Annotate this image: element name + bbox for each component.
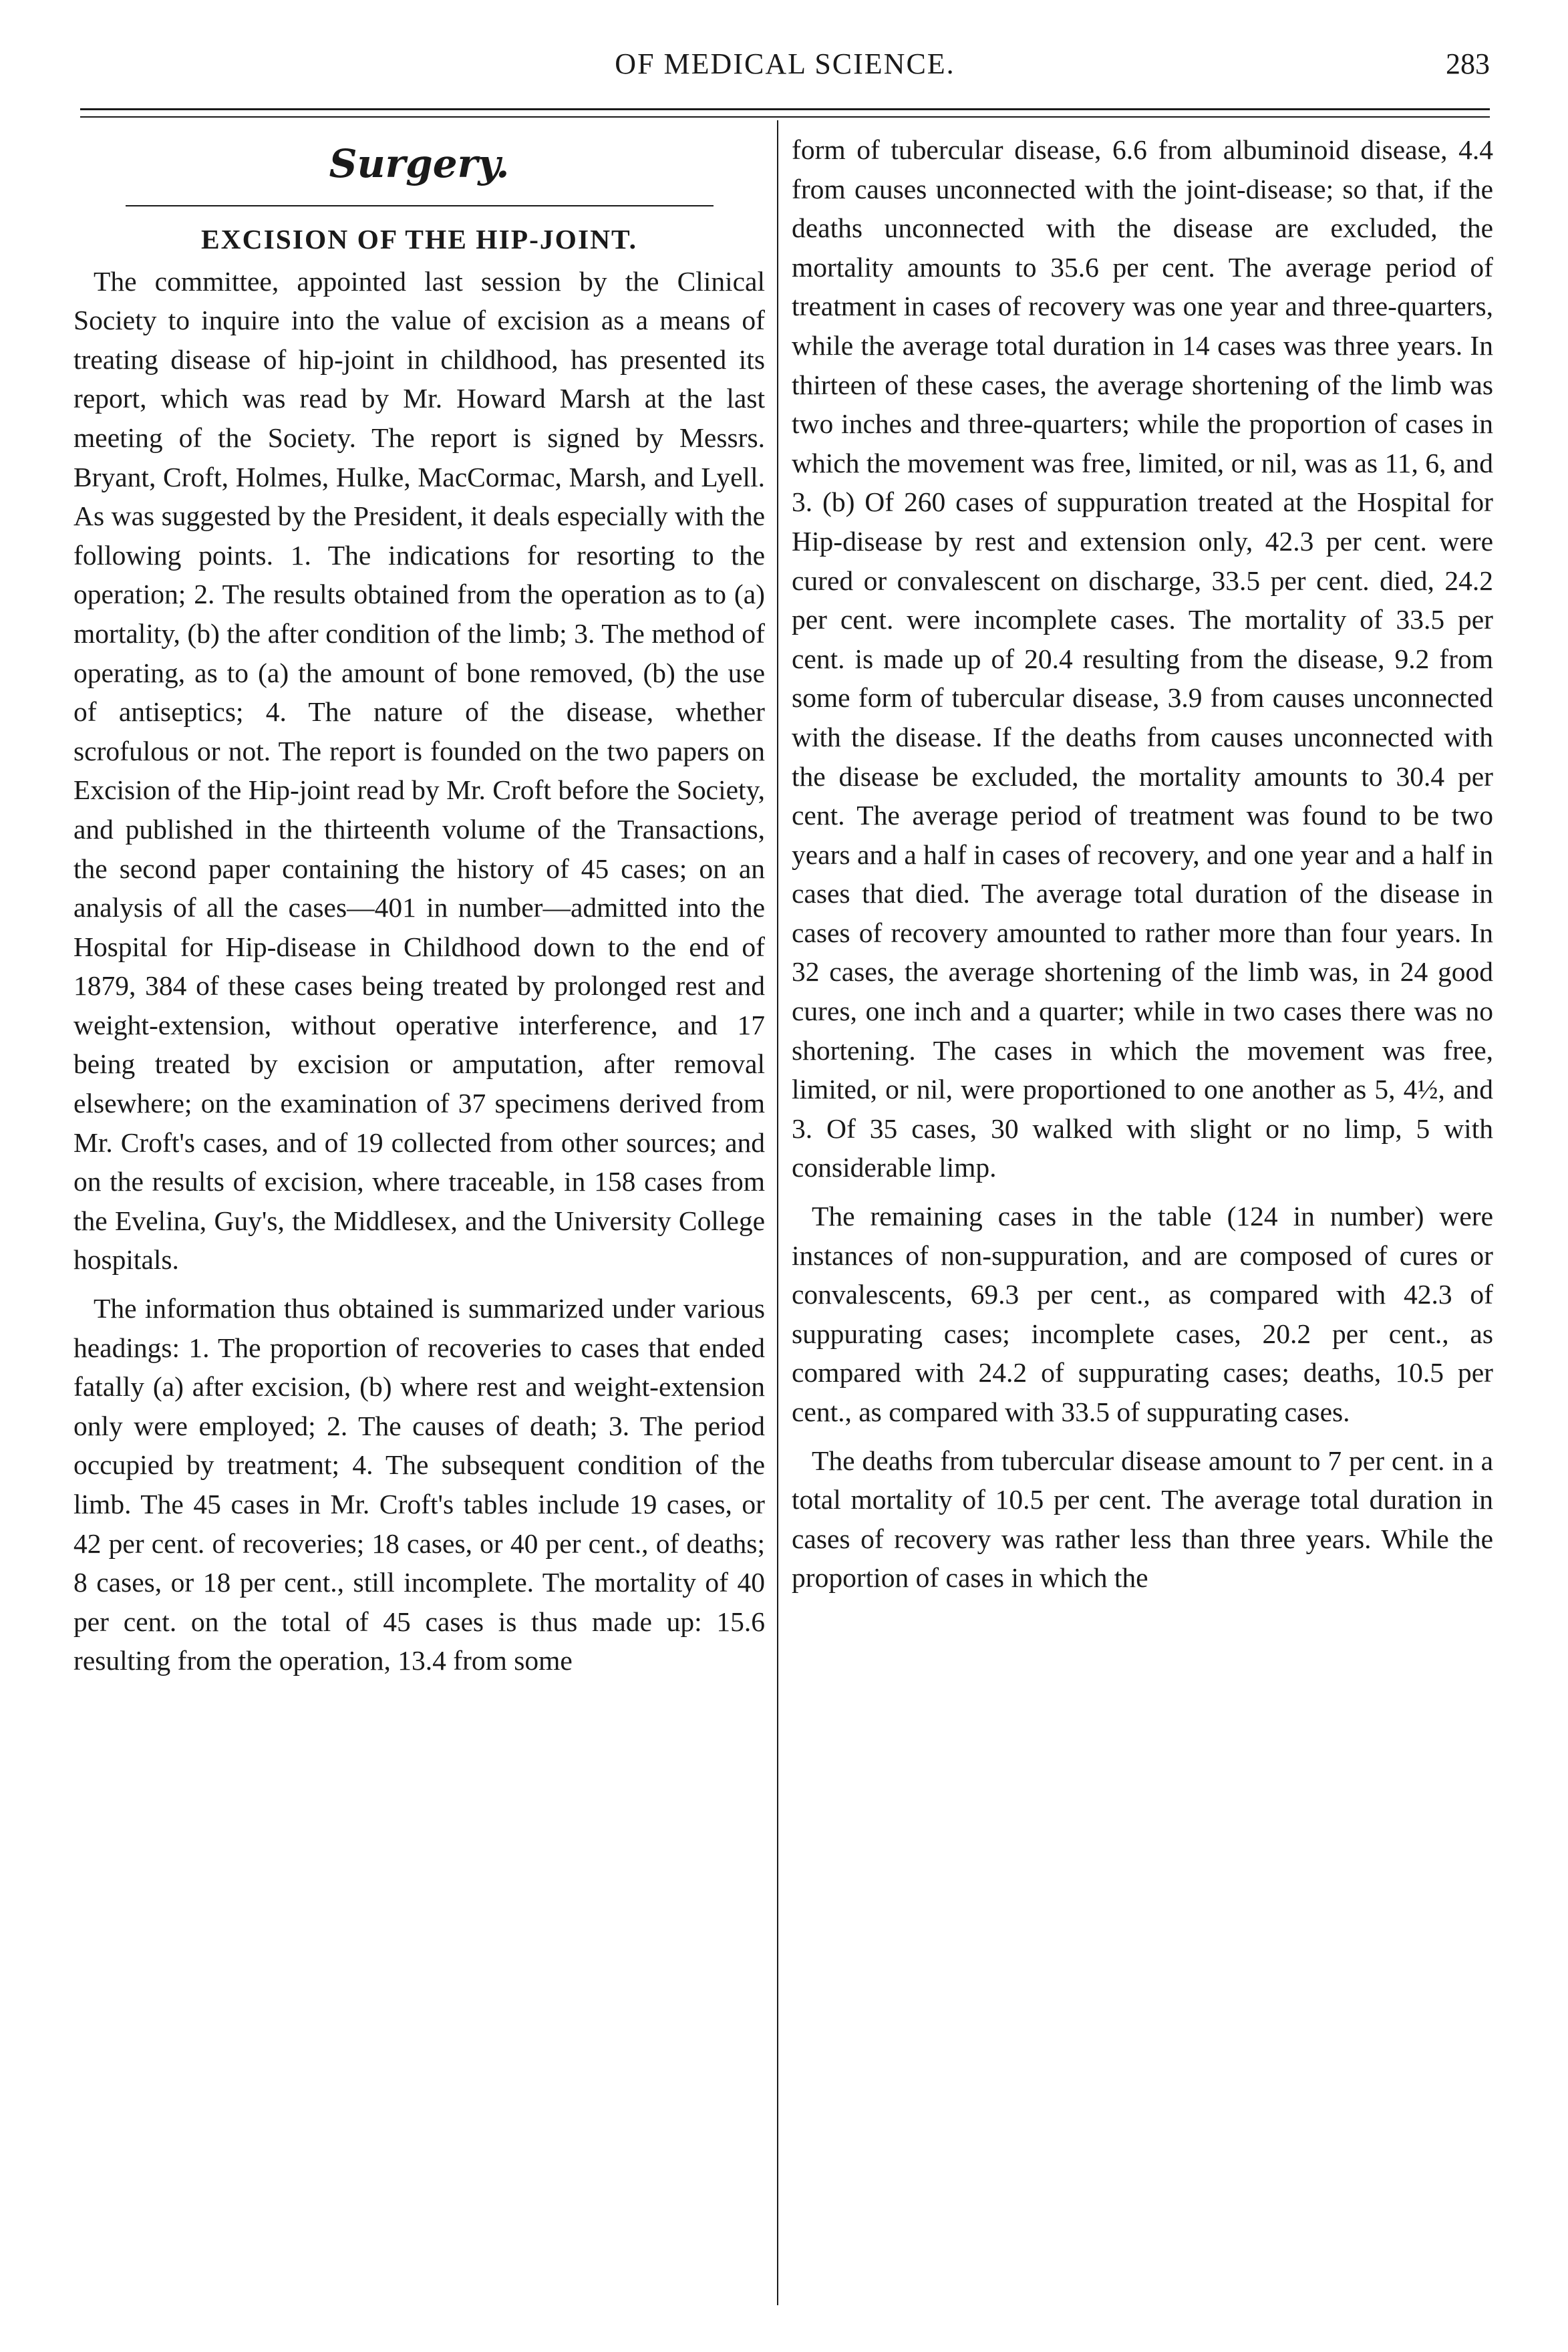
running-title: OF MEDICAL SCIENCE. [615, 47, 955, 80]
body-paragraph: The deaths from tubercular disease amount to 7 per cent. in a total mortality of 10.5 per cent. The average total duration in cases of recovery was rather less than three years. While the proportion of cases in which the [792, 1445, 1493, 1594]
right-column [792, 130, 1493, 1598]
article-heading: EXCISION OF THE HIP-JOINT. [200, 224, 638, 255]
section-title: Surgery. [329, 141, 510, 186]
running-header [80, 40, 1490, 87]
body-paragraph: The information thus obtained is summarized under various headings: 1. The proportion of recoveries to cases that ended fatally (a) after excision, (b) where rest and weight-extension only were employed; 2. The causes of death; 3. The period occupied by treatment; 4. The subsequent condition of the limb. The 45 cases in Mr. Croft's tables include 19 cases, or 42 per cent. of recoveries; 18 cases, or 40 per cent., of deaths; 8 cases, or 18 per cent., still incomplete. The mortality of 40 per cent. on the total of 45 cases is thus made up: 15.6 resulting from the operation, 13.4 from some [73, 1293, 765, 1676]
page-number: 283 [1446, 47, 1490, 80]
body-paragraph-continued: form of tubercular disease, 6.6 from albuminoid disease, 4.4 from causes unconnected with the joint-disease; so that, if the deaths unconnected with the disease are excluded, the mortality amounts to 35.6 per cent. The average period of treatment in cases of recovery was one year and three-quarters, while the average total duration in 14 cases was three years. In thirteen of these cases, the average shortening of the limb was two inches and three-quarters; while the proportion of cases in which the movement was free, limited, or nil, was as 11, 6, and 3. (b) Of 260 cases of suppuration treated at the Hospital for Hip-disease by rest and extension only, 42.3 per cent. were cured or convalescent on discharge, 33.5 per cent. died, 24.2 per cent. were incomplete cases. The mortality of 33.5 per cent. is made up of 20.4 resulting from the disease, 9.2 from some form of tubercular disease, 3.9 from causes unconnected with the disease. If the deaths from causes unconnected with the disease be excluded, the mortality amounts to 30.4 per cent. The average period of treatment was found to be two years and a half in cases of recovery, and one year and a half in cases that died. The average total duration of the disease in cases of recovery amounted to rather more than four years. In 32 cases, the average shortening of the limb was, in 24 good cures, one inch and a quarter; while in two cases there was no shortening. The cases in which the movement was free, limited, or nil, were proportioned to one another as 5, 4½, and 3. Of 35 cases, 30 walked with slight or no limp, 5 with considerable limp. [792, 134, 1493, 1183]
header-rule-bottom [80, 116, 1490, 118]
column-divider [777, 120, 778, 2305]
body-paragraph: The committee, appointed last session by the Clinical Society to inquire into the value of excision as a means of treating disease of hip-joint in childhood, has presented its report, which was read by Mr. Howard Marsh at the last meeting of the Society. The report is signed by Messrs. Bryant, Croft, Holmes, Hulke, MacCormac, Marsh, and Lyell. As was suggested by the President, it deals especially with the following points. 1. The indications for resorting to the operation; 2. The results obtained from the operation as to (a) mortality, (b) the after condition of the limb; 3. The method of operating, as to (a) the amount of bone removed, (b) the use of antiseptics; 4. The nature of the disease, whether scrofulous or not. The report is founded on the two papers on Excision of the Hip-joint read by Mr. Croft before the Society, and published in the thirteenth volume of the Transactions, the second paper containing the history of 45 cases; on an analysis of all the cases—401 in number—admitted into the Hospital for Hip-disease in Childhood down to the end of 1879, 384 of these cases being treated by prolonged rest and weight-extension, without operative interference, and 17 being treated by excision or amputation, after removal elsewhere; on the examination of 37 specimens derived from Mr. Croft's cases, and of 19 collected from other sources; and on the results of excision, where traceable, in 158 cases from the Evelina, Guy's, the Middlesex, and the University College hospitals. [73, 265, 765, 1276]
section-title-rule [126, 205, 714, 206]
left-column [73, 130, 765, 1680]
header-rule-top [80, 108, 1490, 110]
body-paragraph: The remaining cases in the table (124 in number) were instances of non-suppuration, and are composed of cures or convalescents, 69.3 per cent., as compared with 42.3 of suppurating cases; incomplete cases, 20.2 per cent., as compared with 24.2 of suppurating cases; deaths, 10.5 per cent., as compared with 33.5 of suppurating cases. [792, 1201, 1493, 1427]
